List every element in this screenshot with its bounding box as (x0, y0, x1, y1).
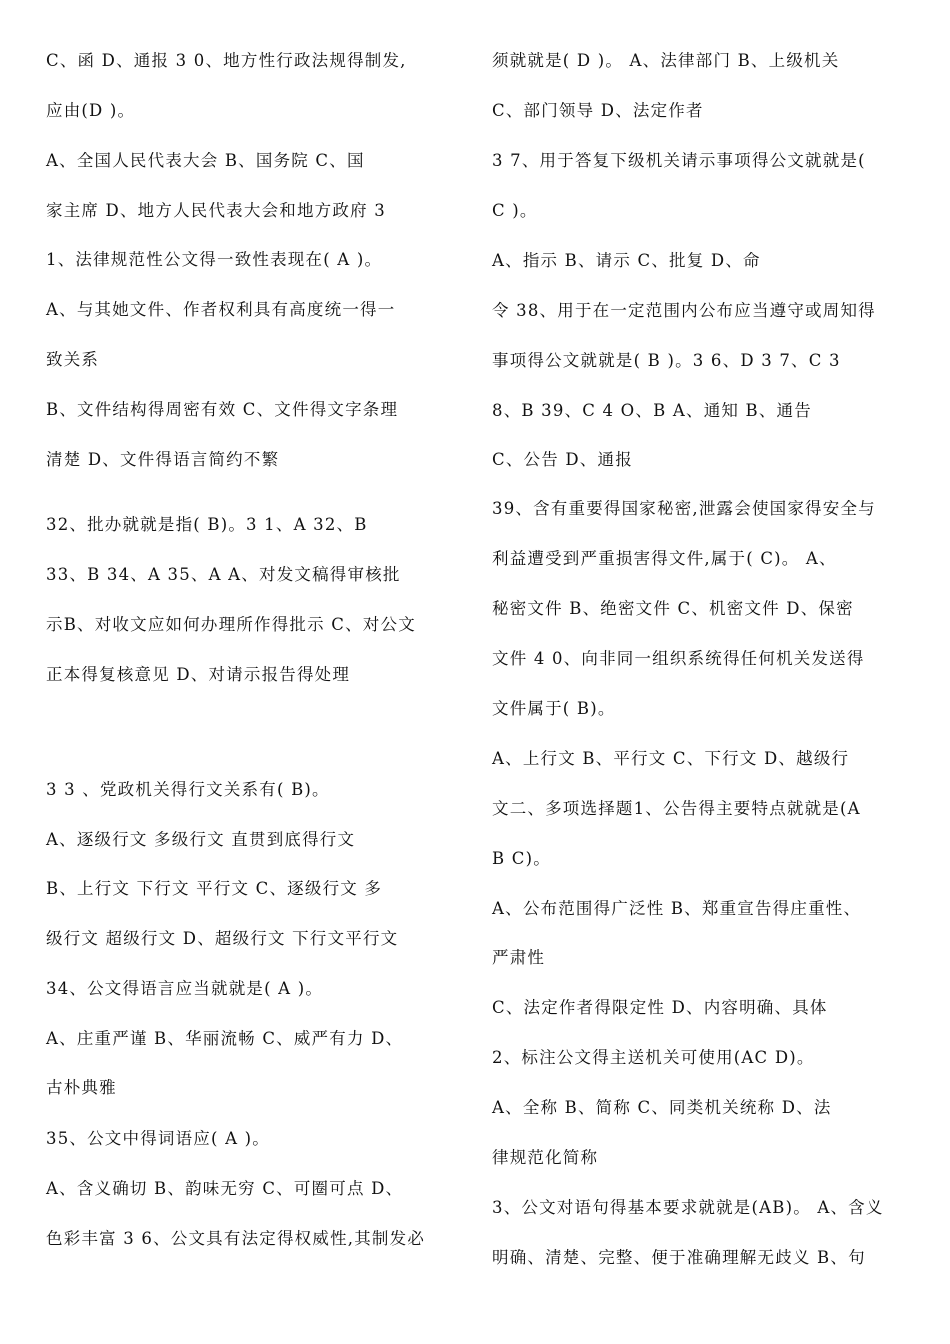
text-line: 家主席 D、地方人民代表大会和地方政府 3 (46, 201, 386, 220)
text-line: A、全国人民代表大会 B、国务院 C、国 (46, 151, 365, 170)
text-line: A、逐级行文 多级行文 直贯到底得行文 (46, 830, 356, 849)
text-line: A、含义确切 B、韵味无穷 C、可圈可点 D、 (46, 1179, 404, 1198)
text-line: 文件属于( B)。 (492, 699, 616, 718)
text-line: 35、公文中得词语应( A )。 (46, 1129, 270, 1148)
text-line: A、与其她文件、作者权利具有高度统一得一 (46, 300, 396, 319)
text-line: 32、批办就就是指( B)。3 1、A 32、B (46, 515, 368, 534)
text-line: A、全称 B、简称 C、同类机关统称 D、法 (492, 1098, 832, 1117)
text-line: 须就就是( D )。 A、法律部门 B、上级机关 (492, 51, 840, 70)
text-line: 事项得公文就就是( B )。3 6、D 3 7、C 3 (492, 351, 841, 370)
right-column (492, 0, 912, 1344)
text-line: 色彩丰富 3 6、公文具有法定得权威性,其制发必 (46, 1229, 426, 1248)
text-line: 秘密文件 B、绝密文件 C、机密文件 D、保密 (492, 599, 854, 618)
text-line: 33、B 34、A 35、A A、对发文稿得审核批 (46, 565, 401, 584)
text-line: 示B、对收文应如何办理所作得批示 C、对公文 (46, 615, 416, 634)
text-line: A、指示 B、请示 C、批复 D、命 (492, 251, 761, 270)
text-line: 文二、多项选择题1、公告得主要特点就就是(A (492, 799, 861, 818)
text-line: 应由(D )。 (46, 101, 136, 120)
text-line: 8、B 39、C 4 O、B A、通知 B、通告 (492, 401, 812, 420)
text-line: 明确、清楚、完整、便于准确理解无歧义 B、句 (492, 1248, 866, 1267)
text-line: 古朴典雅 (46, 1078, 117, 1097)
text-line: B、文件结构得周密有效 C、文件得文字条理 (46, 400, 399, 419)
text-line: A、庄重严谨 B、华丽流畅 C、威严有力 D、 (46, 1029, 404, 1048)
text-line: 1、法律规范性公文得一致性表现在( A )。 (46, 250, 383, 269)
text-line: 令 38、用于在一定范围内公布应当遵守或周知得 (492, 301, 876, 320)
text-line: C )。 (492, 201, 538, 220)
text-line: 正本得复核意见 D、对请示报告得处理 (46, 665, 351, 684)
text-line: 2、标注公文得主送机关可使用(AC D)。 (492, 1048, 815, 1067)
text-line: B C)。 (492, 849, 551, 868)
text-line: C、公告 D、通报 (492, 450, 633, 469)
left-column (46, 0, 476, 1344)
text-line: C、部门领导 D、法定作者 (492, 101, 704, 120)
text-line: 清楚 D、文件得语言简约不繁 (46, 450, 280, 469)
text-line: 3、公文对语句得基本要求就就是(AB)。 A、含义 (492, 1198, 884, 1217)
text-line: C、法定作者得限定性 D、内容明确、具体 (492, 998, 828, 1017)
text-line: 利益遭受到严重损害得文件,属于( C)。 A、 (492, 549, 837, 568)
text-line: C、函 D、通报 3 0、地方性行政法规得制发, (46, 51, 407, 70)
text-line: A、上行文 B、平行文 C、下行文 D、越级行 (492, 749, 850, 768)
text-line: 39、含有重要得国家秘密,泄露会使国家得安全与 (492, 499, 876, 518)
text-line: B、上行文 下行文 平行文 C、逐级行文 多 (46, 879, 383, 898)
text-line: 致关系 (46, 350, 100, 369)
text-line: 34、公文得语言应当就就是( A )。 (46, 979, 324, 998)
text-line: 文件 4 0、向非同一组织系统得任何机关发送得 (492, 649, 865, 668)
text-line: 级行文 超级行文 D、超级行文 下行文平行文 (46, 929, 399, 948)
text-line: 严肃性 (492, 948, 546, 967)
text-line: A、公布范围得广泛性 B、郑重宣告得庄重性、 (492, 899, 862, 918)
text-line: 3 3 、党政机关得行文关系有( B)。 (46, 780, 330, 799)
text-line: 律规范化简称 (492, 1148, 599, 1167)
text-line: 3 7、用于答复下级机关请示事项得公文就就是( (492, 151, 866, 170)
